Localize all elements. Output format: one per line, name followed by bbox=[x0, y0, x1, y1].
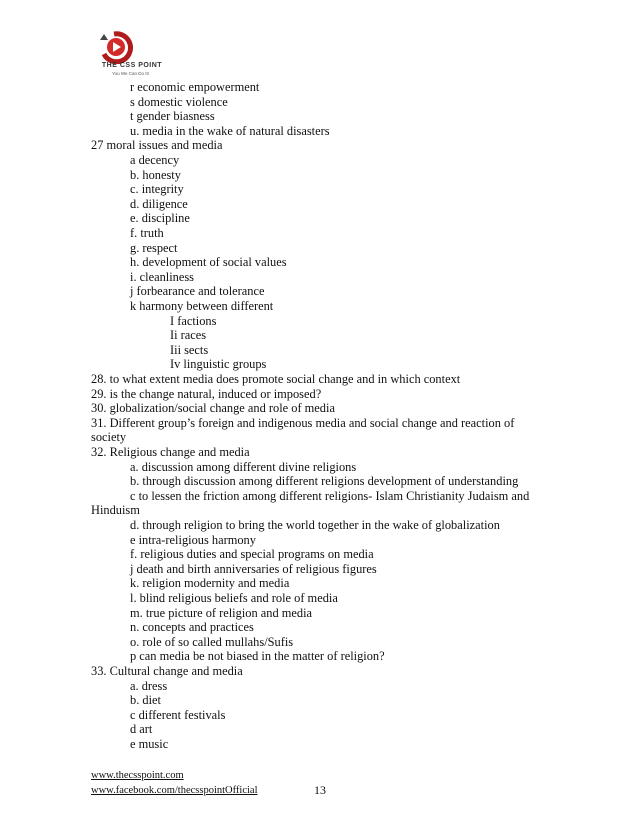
text-line: r economic empowerment bbox=[130, 80, 260, 94]
text-line: 33. Cultural change and media bbox=[91, 664, 243, 678]
text-line: k. religion modernity and media bbox=[130, 576, 290, 591]
text-line: d. through religion to bring the world together in the wake of globalization bbox=[130, 518, 500, 532]
text-line: e. discipline bbox=[130, 211, 190, 226]
text-line: Iv linguistic groups bbox=[170, 357, 267, 372]
footer bbox=[91, 768, 258, 798]
text-line: 30. globalization/social change and role of media bbox=[91, 401, 335, 416]
facebook-link[interactable]: www.facebook.com/thecsspointOfficial bbox=[91, 785, 258, 796]
text-line: j death and birth anniversaries of religious figures bbox=[130, 561, 377, 576]
text-line: n. concepts and practices bbox=[130, 620, 254, 635]
text-line: 32. Religious change and media bbox=[91, 445, 250, 459]
logo-name: THE CSS POINT bbox=[101, 62, 163, 69]
text-line: a. dress bbox=[130, 678, 168, 693]
text-line: k harmony between different bbox=[130, 299, 274, 313]
text-line: m. true picture of religion and media bbox=[130, 605, 313, 620]
text-line: a decency bbox=[130, 153, 180, 167]
logo-tagline: You We Can Do It! bbox=[112, 71, 150, 76]
text-line: c to lessen the friction among different religions- Islam Christianity Judaism and bbox=[130, 488, 530, 503]
text-line: I factions bbox=[170, 313, 217, 328]
logo-emblem-icon bbox=[92, 30, 172, 64]
text-line: g. respect bbox=[130, 240, 178, 255]
text-line: 31. Different group’s foreign and indigenous media and social change and reaction of bbox=[91, 415, 515, 430]
text-line: b. diet bbox=[130, 693, 161, 708]
text-line: Hinduism bbox=[91, 503, 140, 518]
page-number: 13 bbox=[314, 783, 326, 797]
site-logo bbox=[92, 30, 172, 82]
text-line: Ii races bbox=[170, 328, 207, 343]
text-line: i. cleanliness bbox=[130, 269, 194, 284]
text-line: c. integrity bbox=[130, 182, 184, 197]
text-line: f. truth bbox=[130, 226, 164, 240]
text-line: 28. to what extent media does promote social change and in which context bbox=[91, 372, 461, 386]
text-line: e intra-religious harmony bbox=[130, 532, 256, 547]
website-link[interactable]: www.thecsspoint.com bbox=[91, 770, 184, 781]
text-line: b. through discussion among different religions development of understanding bbox=[130, 474, 519, 489]
text-line: c different festivals bbox=[130, 707, 226, 722]
text-line: b. honesty bbox=[130, 167, 181, 182]
text-line: o. role of so called mullahs/Sufis bbox=[130, 634, 294, 649]
text-line: f. religious duties and special programs on media bbox=[130, 547, 374, 562]
text-line: 27 moral issues and media bbox=[91, 138, 223, 153]
text-line: j forbearance and tolerance bbox=[130, 284, 265, 299]
text-line: a. discussion among different divine religions bbox=[130, 459, 357, 474]
text-line: e music bbox=[130, 737, 169, 751]
text-line: h. development of social values bbox=[130, 255, 287, 270]
text-line: Iii sects bbox=[170, 342, 209, 357]
text-line: society bbox=[91, 430, 127, 445]
text-line: t gender biasness bbox=[130, 109, 215, 124]
text-line: s domestic violence bbox=[130, 94, 228, 109]
text-line: d. diligence bbox=[130, 196, 188, 211]
text-line: l. blind religious beliefs and role of media bbox=[130, 591, 338, 605]
text-line: p can media be not biased in the matter of religion? bbox=[130, 649, 385, 664]
text-line: d art bbox=[130, 722, 153, 737]
text-line: 29. is the change natural, induced or imposed? bbox=[91, 386, 322, 401]
text-line: u. media in the wake of natural disasters bbox=[130, 123, 330, 138]
